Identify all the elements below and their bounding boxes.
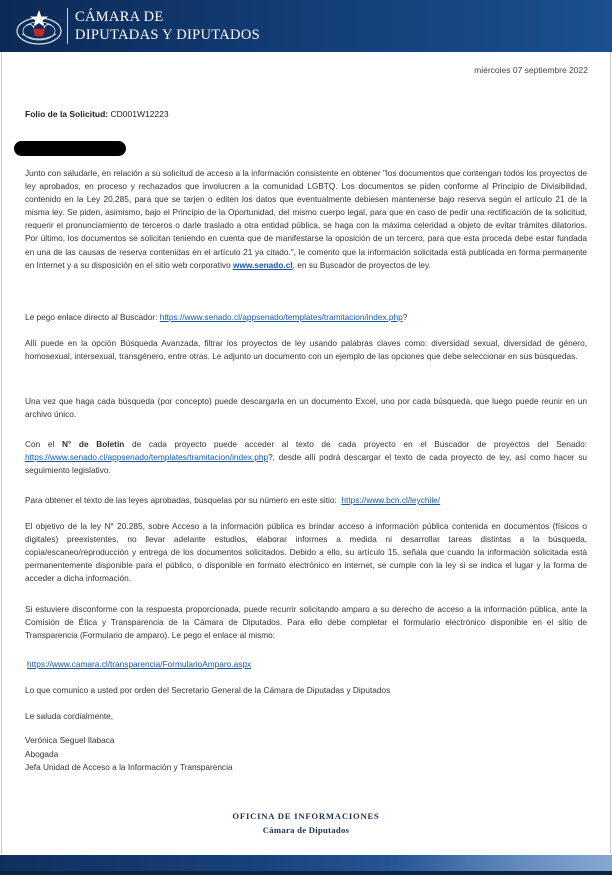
letter-date: miércoles 07 septiembre 2022: [474, 65, 588, 75]
chamber-seal-logo: [14, 4, 64, 48]
paragraph-leychile: [25, 494, 587, 507]
institution-name-line2: DIPUTADAS Y DIPUTADOS: [75, 27, 260, 43]
boletin-bold: N° de Boletín: [61, 439, 125, 449]
senado-tramitacion-link[interactable]: https://www.senado.cl/appsenado/templates/tramitacion/index.php: [25, 452, 269, 463]
signer-unit: Jefa Unidad de Acceso a la Información y Transparencia: [25, 762, 233, 772]
folio-line: [25, 109, 169, 119]
folio-label: Folio de la Solicitud:: [25, 109, 109, 119]
paragraph-advanced-search: [25, 337, 587, 363]
senado-site-link[interactable]: www.senado.cl: [233, 259, 293, 270]
redacted-recipient-name: [14, 141, 126, 156]
signature-block: [25, 734, 233, 775]
footer-office-sub: Cámara de Diputados: [262, 824, 350, 835]
footer-office-name: OFICINA DE INFORMACIONES: [232, 811, 380, 821]
paragraph-greeting: [25, 710, 587, 723]
paragraph-intro-text: Junto con saludarle, en relación a su solicitud de acceso a la información consistente en obtener "los documentos que contengan todos los proyectos de ley aprobados, en proceso y rechazados que involucren a la comunidad LGBTQ. Los documentos se piden conforme al Principio de Divisibilidad, contenido en la Ley 20.285, para que se tarjen o editen los datos que eventualmente debiesen mantenerse bajo reserva según el artículo 21 de la misma ley. Se piden, asimismo, bajo el Principio de la Oportunidad, del mismo cuerpo legal, para que en caso de pedir una rectificación de la solicitud, requerir el pronunciamiento de terceros o darle traslado a otra entidad pública, se haga con la máxima celeridad a objeto de evitar trámites dilatorios. Por último, los documentos se solicitan teniendo en cuenta que de manifestarse la oposición de un tercero, para que esta proceda debe estar fundada en una de las causas de reserva contenidas en el artículo 21 ya citado.", le comento que la información solicitada está publicada en forma permanente en Internet y a su disposición en el sitio web corporativo: [25, 168, 587, 270]
paragraph-order: [25, 684, 587, 697]
paragraph-law-objective: [25, 520, 587, 585]
leychile-link[interactable]: https://www.bcn.cl/leychile/: [341, 495, 441, 505]
leychile-prefix: Para obtener el texto de las leyes aprobadas, búsquelas por su número en este sitio:: [25, 495, 337, 505]
footer-office: [0, 810, 612, 837]
boletin-mid: de cada proyecto puede acceder al texto de cada proyecto en el Buscador de proyectos del Senado:: [131, 439, 588, 449]
amparo-form-link[interactable]: https://www.camara.cl/transparencia/FormularioAmparo.aspx: [27, 659, 252, 669]
folio-value: CD001W12223: [110, 109, 169, 119]
header-divider: [67, 8, 68, 44]
search-link-prefix: Le pego enlace directo al Buscador:: [25, 312, 158, 322]
order-text: Lo que comunico a usted por orden del Secretario General de la Cámara de Diputadas y Diputados: [25, 685, 391, 695]
signer-name: Verónica Seguel Ilabaca: [25, 735, 115, 745]
amparo-text: Si estuviere disconforme con la respuesta proporcionada, puede recurrir solicitando amparo a su derecho de acceso a la información pública, ante la Comisión de Ética y Transparencia de la Cámara de Diputados. Para ello debe completar el formulario electrónico disponible en el sitio de Transparencia (Formulario de amparo). Le pego el enlace al mismo:: [25, 604, 587, 641]
paragraph-amparo: [25, 603, 587, 642]
footer-band: [0, 855, 612, 875]
law-objective-text: El objetivo de la ley N° 20.285, sobre Acceso a la información pública es brindar acceso a información pública contenida en documentos (físicos o digitales) preexistentes, no llevar adelante estudios, elaborar informes a medida ni desarrollar tareas distintas a la búsqueda, copia/escaneo/reproducción y entrega de los documentos solicitados. Debido a ello, su artículo 15, señala que cuando la información solicitada está permanentemente disponible para el público, o disponible en formato electrónico en internet, se cumple con la ley si se indica el lugar y la forma de acceder a dicha información.: [25, 521, 587, 584]
header-banner: [0, 0, 612, 52]
signer-role: Abogada: [25, 748, 59, 759]
paragraph-search-link: [25, 311, 587, 324]
boletin-end: ?, desde allí podrá descargar el texto de cada proyecto de ley, así como hacer su seguimiento legislativo.: [25, 452, 587, 476]
advanced-search-text: Allí puede en la opción Búsqueda Avanzada, filtrar los proyectos de ley usando palabras claves como: diversidad sexual, diversidad de género, homosexual, intersexual, transgénero, entre otras. Le adjunto un documento con un ejemplo de las opciones que debe seleccionar en sus búsquedas.: [25, 338, 587, 362]
paragraph-excel: [25, 395, 587, 421]
institution-name: [75, 8, 260, 44]
greeting-text: Le saluda cordialmente,: [25, 711, 114, 721]
senado-search-link[interactable]: https://www.senado.cl/appsenado/templates/tramitacion/index.php: [159, 312, 403, 322]
paragraph-amparo-link: [27, 658, 589, 671]
institution-name-line1: CÁMARA DE: [75, 9, 164, 25]
paragraph-boletin: [25, 438, 587, 477]
excel-text: Una vez que haga cada búsqueda (por concepto) puede descargarla en un documento Excel, uno por cada búsqueda, que luego puede reunir en un archivo único.: [25, 396, 587, 420]
paragraph-intro-end: , en su Buscador de proyectos de ley.: [292, 259, 431, 270]
footer-band-strip: [0, 871, 612, 875]
search-link-end: ?: [402, 312, 408, 322]
boletin-prefix: Con el: [25, 439, 55, 449]
paragraph-intro: [25, 167, 587, 272]
